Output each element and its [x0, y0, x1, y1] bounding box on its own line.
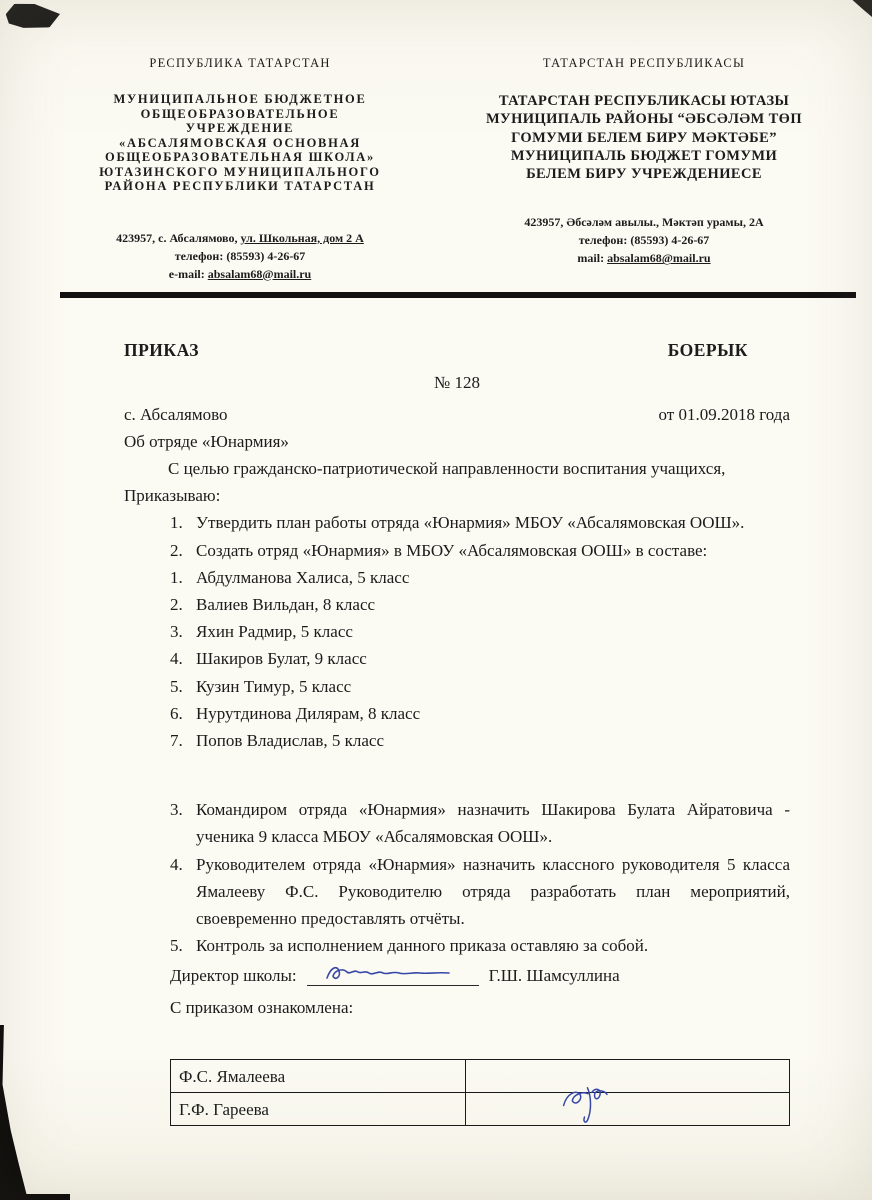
item-number: 3. [170, 800, 183, 820]
member-row [170, 564, 790, 591]
org-line: ГОМУМИ БЕЛЕМ БИРУ МӘКТӘБЕ” [511, 129, 777, 146]
signature-line [307, 961, 479, 986]
republic-name-tat: ТАТАРСТАН РЕСПУБЛИКАСЫ [542, 56, 746, 70]
order-item [170, 537, 790, 564]
member-number: 2. [170, 595, 183, 614]
org-line: РАЙОНА РЕСПУБЛИКИ ТАТАРСТАН [104, 179, 376, 193]
order-place: с. Абсалямово [124, 404, 228, 424]
squad-members-list [170, 564, 790, 754]
member-name: Абдулманова Халиса, 5 класс [196, 567, 410, 587]
order-item [170, 932, 790, 959]
item-text: Утвердить план работы отряда «Юнармия» МБОУ «Абсалямовская ООШ». [196, 513, 745, 533]
order-title-ru: ПРИКАЗ [124, 339, 200, 360]
acknowledgement-line: С приказом ознакомлена: [170, 998, 354, 1018]
table-row [171, 1093, 790, 1126]
address-line: 423957, с. Абсалямово, ул. Школьная, дом 2 А [116, 230, 364, 245]
org-line: ОБЩЕОБРАЗОВАТЕЛЬНОЕ [140, 106, 340, 121]
member-row [170, 673, 790, 700]
organization-name-ru [64, 92, 416, 194]
member-row [170, 645, 790, 672]
order-item [170, 796, 790, 850]
letterhead-right-column [454, 56, 834, 283]
org-line: ТАТАРСТАН РЕСПУБЛИКАСЫ ЮТАЗЫ [498, 93, 790, 109]
member-number: 3. [170, 622, 183, 642]
person-name-cell: Г.Ф. Гареева [171, 1093, 466, 1126]
org-line: «АБСАЛЯМОВСКАЯ ОСНОВНАЯ [119, 135, 361, 150]
phone-line: телефон: (85593) 4-26-67 [174, 248, 306, 263]
contact-block-tat [454, 213, 834, 267]
letterhead [0, 0, 872, 283]
item-text: Руководителем отряда «Юнармия» назначить классного руководителя 5 класса Ямалееву Ф.С. Руководителю отряда разработать план мероприятий, своевременно предоставлять отчёты. [196, 854, 790, 928]
member-row [170, 727, 790, 754]
table-row [171, 1060, 790, 1093]
email-address: absalam68@mail.ru [207, 266, 312, 281]
item-text: Контроль за исполнением данного приказа оставляю за собой. [196, 936, 649, 956]
email-line: mail: absalam68@mail.ru [577, 251, 711, 266]
place-date-row [124, 401, 790, 428]
member-name: Шакиров Булат, 9 класс [196, 649, 367, 669]
order-date: от 01.09.2018 года [658, 404, 790, 424]
email-address: absalam68@mail.ru [607, 251, 711, 266]
item-number: 4. [170, 854, 183, 874]
order-item [170, 851, 790, 933]
item-number: 2. [170, 540, 183, 560]
email-line: e-mail: absalam68@mail.ru [168, 266, 312, 281]
order-subject: Об отряде «Юнармия» [124, 431, 289, 451]
org-line: МУНИЦИПАЛЬ РАЙОНЫ “ӘБСӘЛӘМ ТӨП [485, 111, 803, 128]
order-items-list-continued [170, 796, 790, 959]
member-name: Нурутдинова Дилярам, 8 класс [196, 703, 421, 723]
director-name: Г.Ш. Шамсуллина [488, 966, 620, 986]
table-signature-icon [556, 1083, 614, 1139]
signature-cell [465, 1093, 789, 1126]
item-number: 1. [170, 513, 183, 533]
contact-block-ru [64, 229, 416, 283]
item-text: Командиром отряда «Юнармия» назначить Шакирова Булата Айратовича - ученика 9 класса МБОУ «Абсалямовская ООШ». [196, 800, 790, 847]
order-title-row [124, 336, 790, 364]
signature-cell [465, 1060, 789, 1093]
member-name: Кузин Тимур, 5 класс [196, 676, 352, 696]
member-number: 4. [170, 649, 183, 669]
scan-artifact-bottom-edge [0, 1194, 70, 1200]
org-line: ОБЩЕОБРАЗОВАТЕЛЬНАЯ ШКОЛА» [105, 150, 375, 164]
member-row [170, 591, 790, 618]
order-title-tat: БОЕРЫК [667, 339, 748, 360]
item-text: Создать отряд «Юнармия» в МБОУ «Абсалямовская ООШ» в составе: [196, 540, 708, 560]
republic-name-ru: РЕСПУБЛИКА ТАТАРСТАН [149, 56, 331, 70]
member-name: Яхин Радмир, 5 класс [196, 622, 353, 642]
decree-word: Приказываю: [124, 486, 221, 506]
director-signature-row [170, 961, 790, 989]
org-line: БЕЛЕМ БИРУ УЧРЕЖДЕНИЕСЕ [526, 166, 762, 183]
order-items-list [170, 509, 790, 563]
member-number: 1. [170, 567, 183, 587]
member-number: 5. [170, 676, 183, 696]
address-line: 423957, Әбсәләм авылы., Мәктәп урамы, 2А [524, 215, 764, 230]
letterhead-left-column [64, 56, 416, 283]
org-line: МУНИЦИПАЛЬ БЮДЖЕТ ГОМУМИ [510, 147, 778, 164]
organization-name-tat [454, 92, 834, 183]
acknowledgement-table [170, 1059, 790, 1126]
order-number: № 128 [434, 372, 480, 392]
org-line: ЮТАЗИНСКОГО МУНИЦИПАЛЬНОГО [99, 164, 381, 179]
org-line: УЧРЕЖДЕНИЕ [185, 121, 295, 135]
member-name: Валиев Вильдан, 8 класс [196, 595, 376, 614]
member-row [170, 700, 790, 727]
member-number: 6. [170, 703, 183, 723]
director-signature-icon [323, 962, 453, 984]
director-label: Директор школы: [170, 966, 297, 986]
order-item [170, 509, 790, 536]
phone-line: телефон: (85593) 4-26-67 [578, 233, 710, 248]
order-body [0, 298, 872, 1127]
order-intro-paragraph: С целью гражданско-патриотической направленности воспитания учащихся, [168, 459, 726, 479]
member-row [170, 618, 790, 645]
member-number: 7. [170, 730, 183, 750]
item-number: 5. [170, 936, 183, 956]
member-name: Попов Владислав, 5 класс [196, 730, 384, 750]
vertical-gap [124, 754, 790, 796]
org-line: МУНИЦИПАЛЬНОЕ БЮДЖЕТНОЕ [113, 92, 367, 106]
person-name-cell: Ф.С. Ямалеева [171, 1060, 466, 1093]
